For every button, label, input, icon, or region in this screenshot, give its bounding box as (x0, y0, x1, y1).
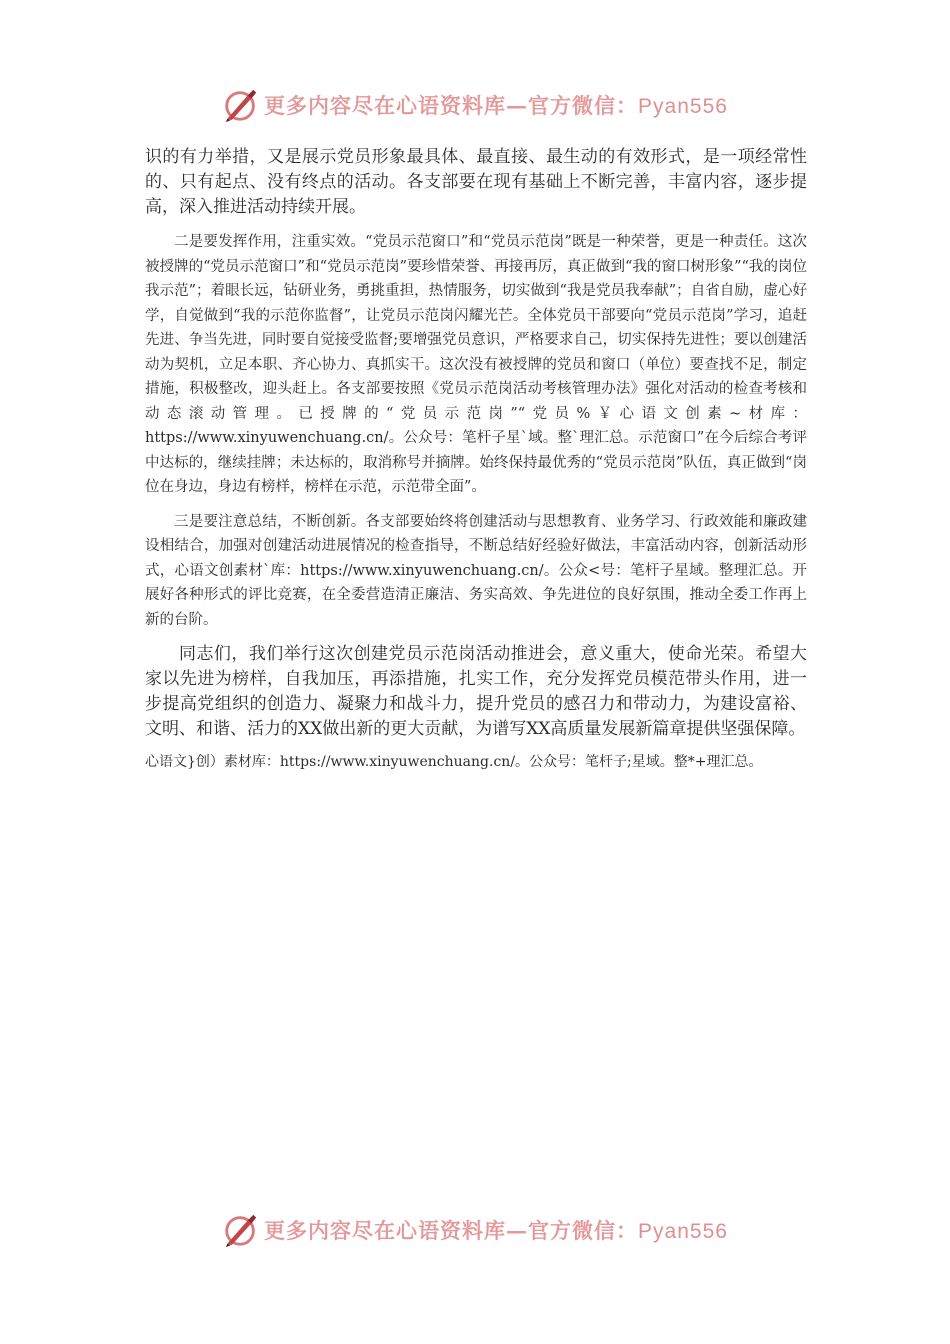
banner-wechat-id: Pyan556 (638, 95, 728, 118)
footer-watermark-banner (0, 1208, 950, 1252)
pen-logo-icon (222, 86, 260, 124)
paragraph-point-three: 三是要注意总结，不断创新。各支部要始终将创建活动与思想教育、业务学习、行政效能和廉政建设相结合，加强对创建活动进展情况的检查指导，不断总结好经验好做法，丰富活动内容，创新活动形式，心语文创素材`库：https://www.xinyuwenchuang.cn/。公众<号：笔杆子星域。整理汇总。开展好各种形式的评比竞赛，在全委营造清正廉洁、务实高效、争先进位的良好氛围，推动全委工作再上新的台阶。 (145, 513, 807, 628)
banner-text (264, 1215, 728, 1245)
document-body (145, 145, 807, 774)
paragraph-intro-continuation: 识的有力举措，又是展示党员形象最具体、最直接、最生动的有效形式，是一项经常性的、只有起点、没有终点的活动。各支部要在现有基础上不断完善，丰富内容，逐步提高，深入推进活动持续开展。 (145, 147, 807, 217)
paragraph-conclusion: 同志们，我们举行这次创建党员示范岗活动推进会，意义重大，使命光荣。希望大家以先进为榜样，自我加压，再添措施，扎实工作，充分发挥党员模范带头作用，进一步提高党组织的创造力、凝聚力和战斗力，提升党员的感召力和带动力，为建设富裕、文明、和谐、活力的XX做出新的更大贡献，为谱写XX高质量发展新篇章提供坚强保障。 (145, 644, 807, 739)
banner-slogan: 更多内容尽在心语资料库—官方微信： (264, 1218, 639, 1243)
header-watermark-banner (0, 83, 950, 127)
banner-slogan: 更多内容尽在心语资料库—官方微信： (264, 93, 639, 118)
banner-wechat-id: Pyan556 (638, 1220, 728, 1243)
pen-logo-icon (222, 1211, 260, 1249)
paragraph-point-two: 二是要发挥作用，注重实效。“党员示范窗口”和“党员示范岗”既是一种荣誉，更是一种责任。这次被授牌的“党员示范窗口”和“党员示范岗”要珍惜荣誉、再接再厉，真正做到“我的窗口树形象”“我的岗位我示范”；着眼长远，钻研业务，勇挑重担，热情服务，切实做到“我是党员我奉献”；自省自励，虚心好学，自觉做到“我的示范你监督”，让党员示范岗闪耀光芒。全体党员干部要向“党员示范岗”学习，追赶先进、争当先进，同时要自觉接受监督;要增强党员意识，严格要求自己，切实保持先进性；要以创建活动为契机，立足本职、齐心协力、真抓实干。这次没有被授牌的党员和窗口（单位）要查找不足，制定措施，积极整改，迎头赶上。各支部要按照《党员示范岗活动考核管理办法》强化对活动的检查考核和动态滚动管理。已授牌的“党员示范岗”“党员%￥心语文创素~材库：https://www.xinyuwenchuang.cn/。公众号：笔杆子星`域。整`理汇总。示范窗口”在今后综合考评中达标的，继续挂牌；未达标的，取消称号并摘牌。始终保持最优秀的“党员示范岗”队伍，真正做到“岗位在身边，身边有榜样，榜样在示范，示范带全面”。 (145, 234, 807, 495)
source-footnote: 心语文}创）素材库：https://www.xinyuwenchuang.cn/。公众号：笔杆子;星域。整*+理汇总。 (145, 754, 763, 770)
banner-text (264, 90, 728, 120)
